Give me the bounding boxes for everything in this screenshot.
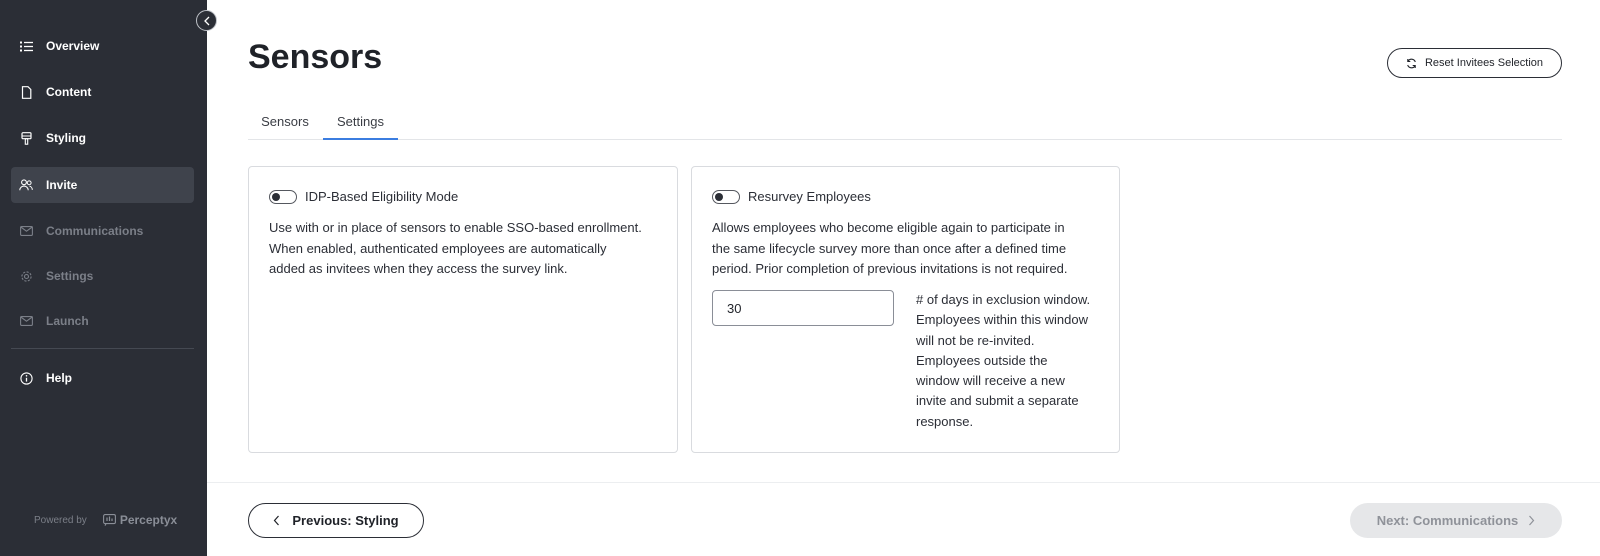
idp-eligibility-label: IDP-Based Eligibility Mode [305, 189, 459, 204]
sidebar-item-communications[interactable] [11, 213, 194, 249]
help-line: will not be re-invited. [916, 332, 1035, 348]
sidebar-item-label: Overview [46, 39, 100, 53]
description-line: When enabled, authenticated employees are automatically [269, 240, 607, 256]
help-line: Employees within this window [916, 312, 1088, 328]
sidebar-item-overview[interactable] [11, 28, 194, 64]
chevron-right-icon [1528, 515, 1535, 526]
reset-invitees-label: Reset Invitees Selection [1424, 57, 1543, 69]
description-line: period. Prior completion of previous invitations is not required. [712, 261, 1068, 276]
users-icon [19, 178, 33, 192]
sidebar-item-label: Settings [46, 269, 94, 283]
sidebar-item-styling[interactable] [11, 120, 194, 156]
sidebar-item-settings[interactable] [11, 258, 194, 294]
sidebar-item-invite[interactable] [11, 167, 194, 203]
help-line: invite and submit a separate [916, 393, 1079, 409]
chevron-left-icon [273, 515, 280, 526]
exclusion-days-help [916, 290, 1101, 432]
description-line: added as invitees when they access the survey link. [269, 261, 568, 276]
brand-logo [103, 513, 177, 527]
mail-icon [19, 224, 33, 238]
footer-divider [207, 482, 1600, 483]
refresh-icon [1406, 58, 1417, 69]
exclusion-days-input[interactable] [712, 290, 894, 326]
next-button-label: Next: Communications [1376, 513, 1519, 528]
powered-by [34, 513, 177, 527]
tab-label: Sensors [261, 114, 309, 129]
sidebar-item-label: Launch [46, 314, 89, 328]
sidebar [0, 0, 207, 556]
document-icon [19, 85, 33, 99]
sidebar-item-label: Communications [46, 224, 144, 238]
sidebar-collapse-button[interactable] [196, 10, 217, 31]
chevron-left-icon [203, 16, 211, 26]
resurvey-label: Resurvey Employees [748, 189, 871, 204]
sidebar-divider [11, 348, 194, 349]
idp-eligibility-toggle[interactable] [269, 190, 297, 204]
sidebar-item-help[interactable] [11, 360, 194, 396]
list-icon [19, 39, 33, 53]
tab-settings[interactable] [323, 108, 398, 140]
tab-bar [248, 108, 1562, 140]
description-line: Use with or in place of sensors to enable SSO-based enrollment. [269, 220, 642, 235]
tab-sensors[interactable] [248, 108, 322, 140]
help-line: window will receive a new [916, 373, 1065, 389]
next-communications-button[interactable] [1350, 503, 1562, 538]
sidebar-item-label: Content [46, 85, 92, 99]
idp-description [269, 218, 664, 280]
tab-label: Settings [337, 114, 384, 129]
sidebar-item-label: Help [46, 371, 73, 385]
sidebar-item-label: Styling [46, 131, 87, 145]
mail-icon [19, 314, 33, 328]
resurvey-card [691, 166, 1120, 453]
powered-by-label: Powered by [34, 514, 87, 526]
idp-eligibility-card [248, 166, 678, 453]
description-line: Allows employees who become eligible again to participate in [712, 220, 1065, 235]
info-icon [19, 371, 33, 385]
idp-toggle-row [269, 189, 458, 204]
help-line: Employees outside the [916, 352, 1048, 368]
reset-invitees-button[interactable] [1387, 48, 1562, 78]
resurvey-description [712, 218, 1112, 280]
brand-name: Perceptyx [119, 513, 178, 527]
description-line: the same lifecycle survey more than once after a defined time [712, 240, 1067, 256]
resurvey-toggle[interactable] [712, 190, 740, 204]
page-title: Sensors [248, 38, 383, 76]
sidebar-item-launch[interactable] [11, 303, 194, 339]
perceptyx-logo-icon [103, 514, 116, 526]
help-line: response. [916, 413, 974, 429]
gear-icon [19, 269, 33, 283]
resurvey-toggle-row [712, 189, 871, 204]
help-line: # of days in exclusion window. [916, 292, 1091, 307]
previous-styling-button[interactable] [248, 503, 424, 538]
sidebar-item-label: Invite [46, 178, 78, 192]
previous-button-label: Previous: Styling [292, 513, 399, 528]
brush-icon [19, 131, 33, 145]
sidebar-item-content[interactable] [11, 74, 194, 110]
